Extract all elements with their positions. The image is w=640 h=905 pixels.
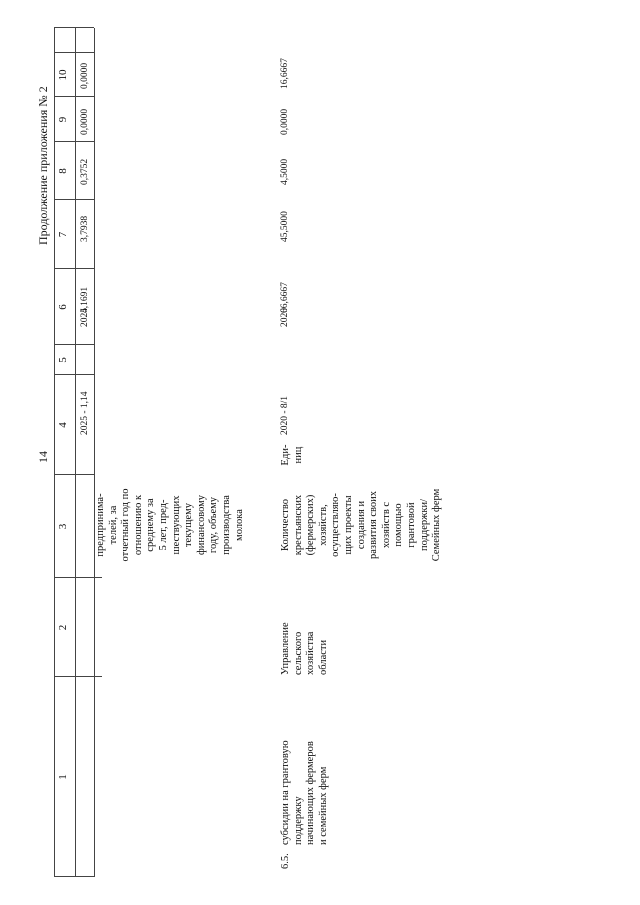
text-line: ниц [292,446,304,464]
text-line: предпринима- [95,493,106,557]
page-number: 14 [36,451,50,463]
header-col-7: 7 [57,231,69,238]
table-header-divider [75,28,76,877]
text-line: поддержки/ [418,498,430,552]
header-col-8: 8 [57,168,69,174]
col-line [54,27,94,28]
header-col-6: 6 [57,304,69,310]
row2-indicator-text [280,475,444,575]
row2-executor [280,580,330,675]
row1-col6-year: 2025 [80,308,90,327]
text-line: и семейных ферм [317,766,329,845]
text-line: 5 лет, пред- [157,499,169,551]
header-col-4: 4 [57,422,69,428]
row1-col9: 0,0000 [80,108,90,135]
header-col-10: 10 [57,69,69,81]
row2-col10: 16,6667 [280,58,290,89]
text-line: создания и [355,500,367,550]
text-line: текущему [183,502,195,548]
text-line: отношению к [132,494,144,556]
text-line: сельского [292,631,304,675]
row1-col6-value: 4,1691 [80,286,90,313]
text-line: финансовому [195,494,207,556]
text-line: грантовой [405,502,417,548]
text-line: Количество [280,498,291,552]
text-line: Еди- [280,444,291,466]
text-line: хозяйства [305,631,317,675]
text-line: году, объему [208,496,220,554]
text-line: телей, за [107,505,119,545]
row2-index: 6.5. [280,853,291,869]
row1-col7: 3,7938 [80,215,90,242]
text-line: развития своих [368,491,380,559]
text-line: поддержку [292,796,304,845]
col-line-stub [94,676,102,677]
row2-measure-name [280,675,330,845]
row1-indicator-text [95,480,246,570]
row2-unit [280,435,305,475]
text-line: хозяйств, [317,504,329,546]
text-line: производства [220,495,232,555]
text-line: (фермерских) [305,494,317,556]
text-line: начинающих фермеров [305,741,317,845]
text-line: субсидии на грантовую [280,740,291,845]
text-line: осуществляю- [330,493,342,557]
text-line: среднему за [145,498,157,552]
row2-col5: 2020 - 8/1 [280,395,290,435]
row1-col8: 0,3752 [80,158,90,185]
text-line: хозяйств с [380,501,392,549]
text-line: помощью [393,503,405,547]
header-col-1: 1 [57,774,69,780]
text-line: крестьянских [292,494,304,556]
text-line: области [317,639,329,675]
header-col-3: 3 [57,523,69,530]
header-col-2: 2 [57,624,69,631]
row2-col8: 4,5000 [280,158,290,185]
header-col-5: 5 [57,357,69,363]
text-line: щих проекты [342,495,354,555]
table-bottom-border [94,28,95,877]
row2-col6-year: 2020 [280,308,290,327]
text-line: молока [233,509,245,541]
row2-col7: 45,5000 [280,211,290,242]
row1-col5: 2025 - 1,14 [80,391,90,435]
row2-col9: 0,0000 [280,108,290,135]
text-line: Управление [280,622,291,675]
row2-col6-value: 66,6667 [280,282,290,313]
header-col-9: 9 [57,116,69,123]
text-line: отчетный год по [120,488,132,562]
page-title: Продолжение приложения № 2 [36,86,50,245]
text-line: Семейных ферм [431,488,443,562]
text-line: шествующих [170,495,182,555]
table-top-border [54,28,55,877]
col-line-stub [94,577,102,578]
row1-col10: 0,0000 [80,62,90,89]
